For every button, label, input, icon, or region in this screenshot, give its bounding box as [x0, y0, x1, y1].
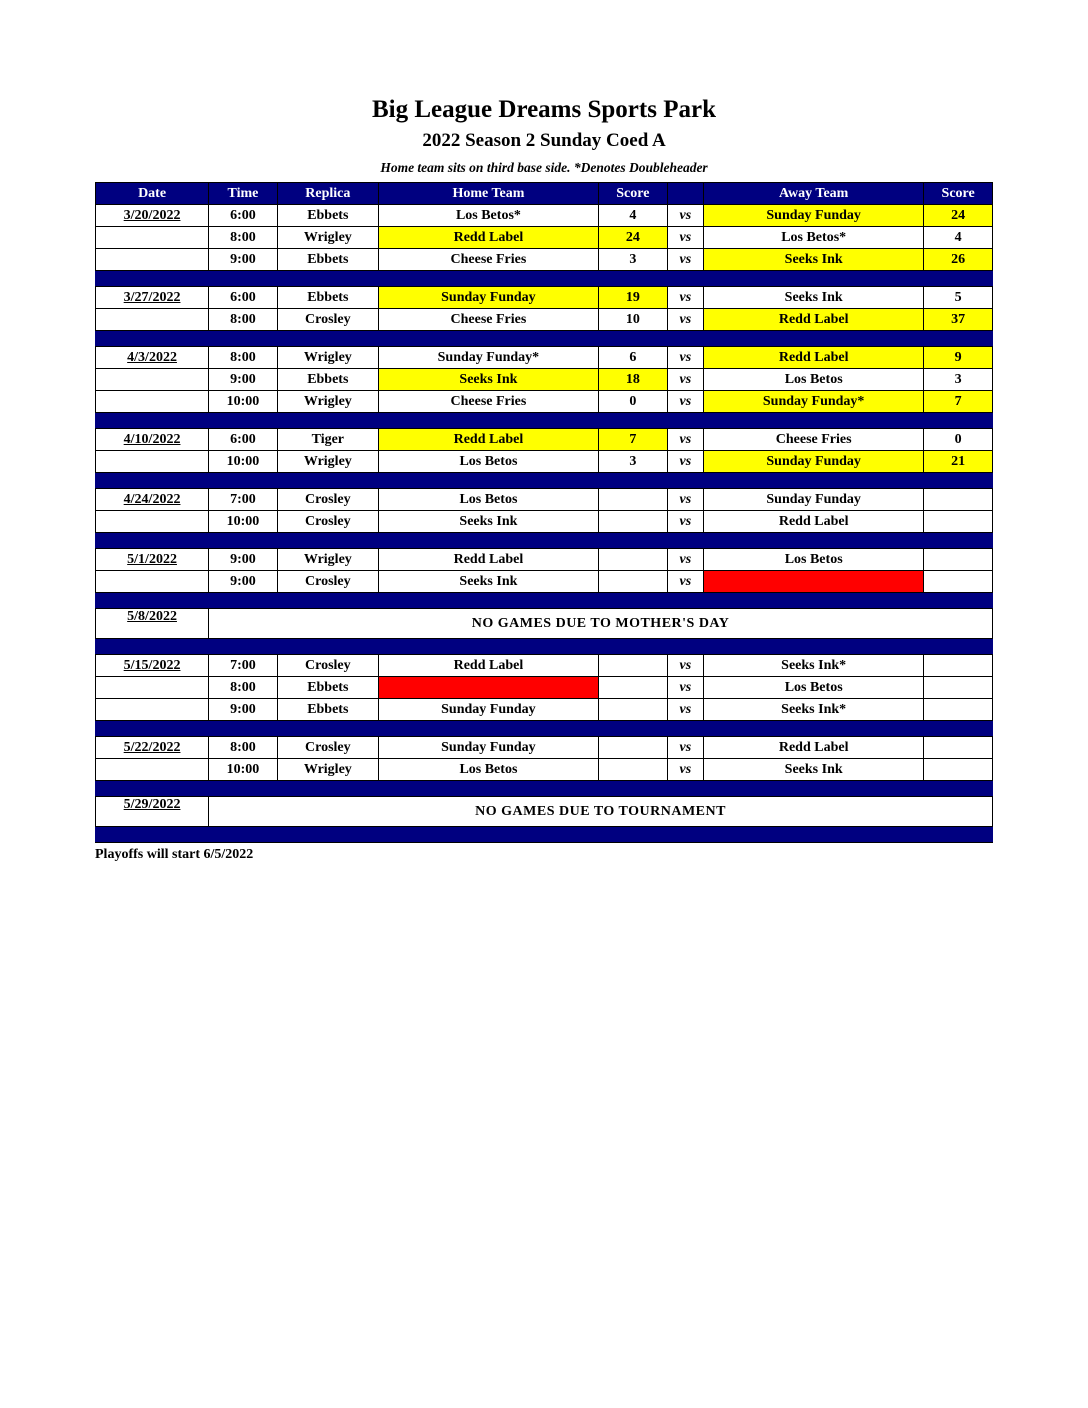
away-team: Los Betos	[704, 549, 924, 571]
separator-cell	[96, 721, 993, 737]
game-date	[96, 369, 209, 391]
home-score	[599, 489, 668, 511]
vs-label: vs	[667, 287, 703, 309]
vs-label: vs	[667, 759, 703, 781]
home-score	[599, 571, 668, 593]
separator-row	[96, 271, 993, 287]
home-team: Redd Label	[378, 429, 598, 451]
table-row	[96, 249, 993, 271]
away-team: Seeks Ink	[704, 759, 924, 781]
game-date: 5/1/2022	[96, 549, 209, 571]
game-time: 9:00	[209, 571, 278, 593]
table-row	[96, 287, 993, 309]
away-team: Redd Label	[704, 737, 924, 759]
game-date: 3/20/2022	[96, 205, 209, 227]
vs-label: vs	[667, 677, 703, 699]
away-score: 7	[924, 391, 993, 413]
home-score	[599, 699, 668, 721]
away-score: 26	[924, 249, 993, 271]
vs-label: vs	[667, 391, 703, 413]
separator-row	[96, 827, 993, 843]
document-header	[0, 0, 1088, 176]
table-row	[96, 227, 993, 249]
game-time: 8:00	[209, 347, 278, 369]
no-games-date: 5/8/2022	[96, 609, 209, 639]
game-date	[96, 699, 209, 721]
game-time: 9:00	[209, 249, 278, 271]
home-team: Los Betos	[378, 489, 598, 511]
table-row	[96, 549, 993, 571]
home-team: Sunday Funday*	[378, 347, 598, 369]
vs-label: vs	[667, 347, 703, 369]
column-header-replica: Replica	[277, 183, 378, 205]
home-score: 6	[599, 347, 668, 369]
game-replica-field: Wrigley	[277, 391, 378, 413]
separator-cell	[96, 331, 993, 347]
vs-label: vs	[667, 511, 703, 533]
away-team	[704, 571, 924, 593]
vs-label: vs	[667, 737, 703, 759]
away-score: 37	[924, 309, 993, 331]
home-score	[599, 759, 668, 781]
home-team: Los Betos	[378, 759, 598, 781]
game-date	[96, 227, 209, 249]
no-games-date: 5/29/2022	[96, 797, 209, 827]
away-score: 4	[924, 227, 993, 249]
home-score: 10	[599, 309, 668, 331]
home-score	[599, 677, 668, 699]
column-header-away-team: Away Team	[704, 183, 924, 205]
separator-row	[96, 721, 993, 737]
header-note: Home team sits on third base side. *Denotes Doubleheader	[380, 160, 708, 175]
game-time: 8:00	[209, 309, 278, 331]
separator-cell	[96, 781, 993, 797]
game-replica-field: Ebbets	[277, 205, 378, 227]
home-team: Cheese Fries	[378, 249, 598, 271]
game-date	[96, 309, 209, 331]
schedule-body	[96, 205, 993, 843]
game-date: 5/22/2022	[96, 737, 209, 759]
table-row	[96, 677, 993, 699]
table-row	[96, 309, 993, 331]
game-replica-field: Crosley	[277, 571, 378, 593]
game-time: 10:00	[209, 391, 278, 413]
vs-label: vs	[667, 309, 703, 331]
home-score: 19	[599, 287, 668, 309]
game-replica-field: Wrigley	[277, 227, 378, 249]
game-time: 10:00	[209, 511, 278, 533]
game-time: 10:00	[209, 759, 278, 781]
home-team: Seeks Ink	[378, 369, 598, 391]
game-time: 9:00	[209, 699, 278, 721]
vs-label: vs	[667, 489, 703, 511]
away-team: Seeks Ink	[704, 249, 924, 271]
game-time: 6:00	[209, 429, 278, 451]
page-title: Big League Dreams Sports Park	[372, 96, 716, 123]
separator-row	[96, 533, 993, 549]
away-team: Sunday Funday	[704, 489, 924, 511]
away-team: Seeks Ink*	[704, 699, 924, 721]
game-time: 9:00	[209, 549, 278, 571]
away-team: Los Betos*	[704, 227, 924, 249]
home-team: Seeks Ink	[378, 571, 598, 593]
game-date: 3/27/2022	[96, 287, 209, 309]
game-date: 4/3/2022	[96, 347, 209, 369]
vs-label: vs	[667, 549, 703, 571]
home-team: Cheese Fries	[378, 391, 598, 413]
home-team: Sunday Funday	[378, 737, 598, 759]
separator-row	[96, 473, 993, 489]
game-replica-field: Ebbets	[277, 677, 378, 699]
game-replica-field: Ebbets	[277, 699, 378, 721]
home-score	[599, 549, 668, 571]
away-score	[924, 655, 993, 677]
game-date	[96, 391, 209, 413]
game-replica-field: Crosley	[277, 511, 378, 533]
away-score: 24	[924, 205, 993, 227]
away-score: 9	[924, 347, 993, 369]
vs-label: vs	[667, 369, 703, 391]
separator-cell	[96, 533, 993, 549]
vs-label: vs	[667, 451, 703, 473]
schedule-table	[95, 182, 993, 843]
away-score	[924, 489, 993, 511]
game-date	[96, 451, 209, 473]
game-replica-field: Wrigley	[277, 451, 378, 473]
home-team: Los Betos*	[378, 205, 598, 227]
table-row	[96, 511, 993, 533]
table-row	[96, 429, 993, 451]
game-replica-field: Ebbets	[277, 249, 378, 271]
game-date: 4/24/2022	[96, 489, 209, 511]
game-replica-field: Crosley	[277, 737, 378, 759]
away-score: 5	[924, 287, 993, 309]
away-score: 0	[924, 429, 993, 451]
playoffs-note: Playoffs will start 6/5/2022	[95, 847, 254, 862]
column-header-away-score: Score	[924, 183, 993, 205]
home-score: 4	[599, 205, 668, 227]
separator-cell	[96, 593, 993, 609]
home-score: 0	[599, 391, 668, 413]
game-replica-field: Wrigley	[277, 549, 378, 571]
away-score	[924, 737, 993, 759]
game-time: 8:00	[209, 737, 278, 759]
home-team: Sunday Funday	[378, 287, 598, 309]
home-team	[378, 677, 598, 699]
home-team: Redd Label	[378, 549, 598, 571]
column-header-time: Time	[209, 183, 278, 205]
away-team: Seeks Ink	[704, 287, 924, 309]
game-time: 7:00	[209, 489, 278, 511]
game-date	[96, 249, 209, 271]
column-header-date: Date	[96, 183, 209, 205]
table-row	[96, 369, 993, 391]
game-time: 10:00	[209, 451, 278, 473]
table-row	[96, 489, 993, 511]
home-score: 24	[599, 227, 668, 249]
home-score: 3	[599, 249, 668, 271]
away-team: Los Betos	[704, 369, 924, 391]
away-team: Redd Label	[704, 309, 924, 331]
away-team: Sunday Funday	[704, 205, 924, 227]
vs-label: vs	[667, 227, 703, 249]
separator-cell	[96, 271, 993, 287]
column-header-vs	[667, 183, 703, 205]
separator-row	[96, 639, 993, 655]
away-team: Cheese Fries	[704, 429, 924, 451]
table-row	[96, 205, 993, 227]
home-score	[599, 737, 668, 759]
home-score: 18	[599, 369, 668, 391]
home-score	[599, 655, 668, 677]
home-team: Los Betos	[378, 451, 598, 473]
separator-row	[96, 413, 993, 429]
table-row	[96, 391, 993, 413]
game-time: 7:00	[209, 655, 278, 677]
home-team: Redd Label	[378, 227, 598, 249]
away-team: Sunday Funday*	[704, 391, 924, 413]
vs-label: vs	[667, 429, 703, 451]
game-time: 8:00	[209, 677, 278, 699]
table-header-row	[96, 183, 993, 205]
home-score: 3	[599, 451, 668, 473]
separator-cell	[96, 639, 993, 655]
column-header-home-team: Home Team	[378, 183, 598, 205]
home-team: Sunday Funday	[378, 699, 598, 721]
vs-label: vs	[667, 249, 703, 271]
away-score	[924, 759, 993, 781]
table-row	[96, 451, 993, 473]
column-header-home-score: Score	[599, 183, 668, 205]
away-score: 3	[924, 369, 993, 391]
away-team: Redd Label	[704, 511, 924, 533]
away-score	[924, 549, 993, 571]
vs-label: vs	[667, 571, 703, 593]
away-score	[924, 677, 993, 699]
home-team: Seeks Ink	[378, 511, 598, 533]
game-time: 6:00	[209, 287, 278, 309]
away-score	[924, 511, 993, 533]
home-score: 7	[599, 429, 668, 451]
table-row	[96, 737, 993, 759]
vs-label: vs	[667, 655, 703, 677]
vs-label: vs	[667, 699, 703, 721]
table-row	[96, 699, 993, 721]
game-date	[96, 571, 209, 593]
separator-row	[96, 781, 993, 797]
game-replica-field: Tiger	[277, 429, 378, 451]
table-row	[96, 759, 993, 781]
game-time: 8:00	[209, 227, 278, 249]
no-games-message: NO GAMES DUE TO TOURNAMENT	[209, 797, 993, 827]
schedule-table-wrap	[95, 182, 993, 843]
separator-cell	[96, 473, 993, 489]
away-team: Redd Label	[704, 347, 924, 369]
away-score	[924, 571, 993, 593]
game-time: 6:00	[209, 205, 278, 227]
game-date	[96, 677, 209, 699]
game-date: 5/15/2022	[96, 655, 209, 677]
home-team: Cheese Fries	[378, 309, 598, 331]
game-date: 4/10/2022	[96, 429, 209, 451]
away-team: Seeks Ink*	[704, 655, 924, 677]
separator-cell	[96, 827, 993, 843]
no-games-message: NO GAMES DUE TO MOTHER'S DAY	[209, 609, 993, 639]
home-team: Redd Label	[378, 655, 598, 677]
separator-cell	[96, 413, 993, 429]
page-subtitle: 2022 Season 2 Sunday Coed A	[422, 130, 666, 151]
table-row	[96, 571, 993, 593]
away-score: 21	[924, 451, 993, 473]
separator-row	[96, 593, 993, 609]
table-row	[96, 655, 993, 677]
game-replica-field: Wrigley	[277, 347, 378, 369]
away-score	[924, 699, 993, 721]
table-row	[96, 347, 993, 369]
game-replica-field: Crosley	[277, 655, 378, 677]
separator-row	[96, 331, 993, 347]
game-replica-field: Ebbets	[277, 287, 378, 309]
game-time: 9:00	[209, 369, 278, 391]
game-date	[96, 511, 209, 533]
game-replica-field: Ebbets	[277, 369, 378, 391]
game-date	[96, 759, 209, 781]
game-replica-field: Crosley	[277, 489, 378, 511]
away-team: Sunday Funday	[704, 451, 924, 473]
game-replica-field: Crosley	[277, 309, 378, 331]
game-replica-field: Wrigley	[277, 759, 378, 781]
home-score	[599, 511, 668, 533]
vs-label: vs	[667, 205, 703, 227]
away-team: Los Betos	[704, 677, 924, 699]
